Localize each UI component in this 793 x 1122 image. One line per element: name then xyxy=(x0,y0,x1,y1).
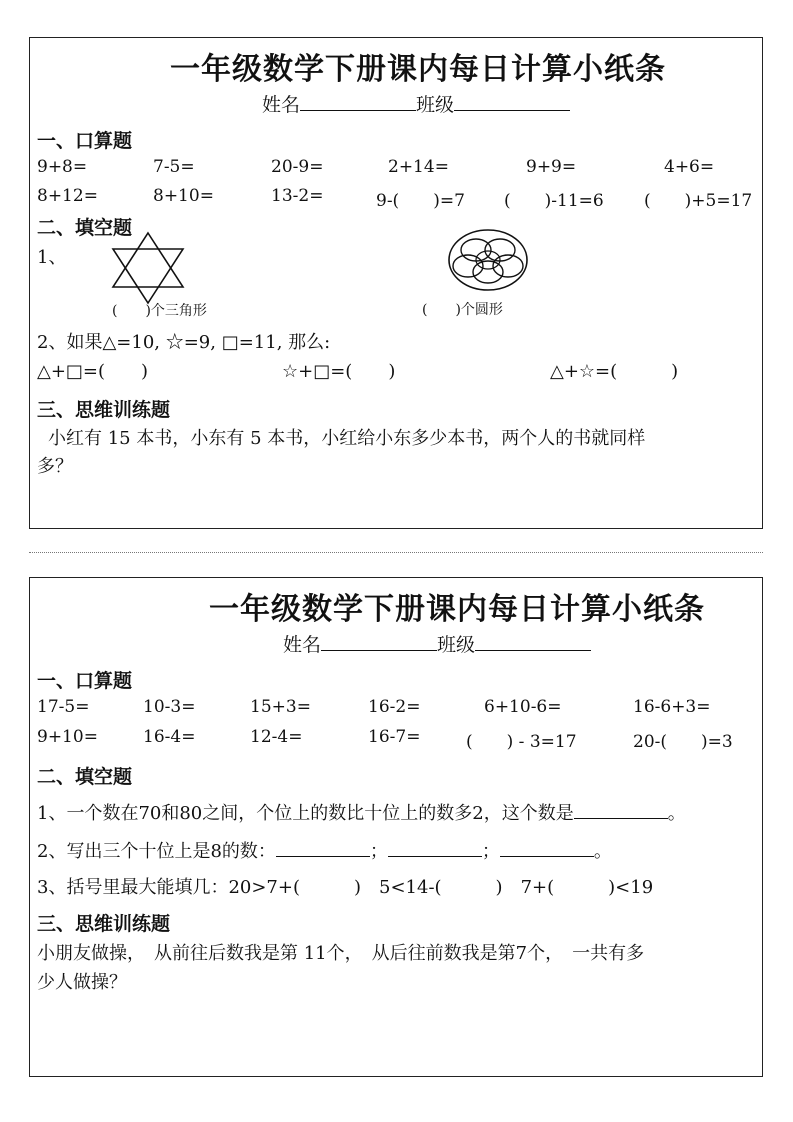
oral-problem: 8+10= xyxy=(153,186,214,206)
oral-problem: 20-9= xyxy=(271,157,324,177)
thinking-problem-line: 小朋友做操， 从前往后数我是第 11个， 从后往前数我是第7个， 一共有多 xyxy=(37,943,645,964)
section-fill-heading: 二、填空题 xyxy=(37,217,133,239)
oral-problem: 17-5= xyxy=(37,697,90,717)
worksheet-card-1 xyxy=(29,37,763,529)
triangle-count-caption: ( )个三角形 xyxy=(112,303,207,319)
oral-problem: 4+6= xyxy=(664,157,715,177)
class-label: 班级 xyxy=(416,94,455,116)
answer-blank[interactable] xyxy=(574,802,668,819)
oral-problem: 7-5= xyxy=(153,157,195,177)
thinking-problem-line: 少人做操？ xyxy=(37,972,127,993)
fill-question-3: 3、括号里最大能填几：20>7+( ) 5<14-( ) 7+( )<19 xyxy=(37,877,654,898)
separator: ； xyxy=(369,841,388,862)
circles-figure xyxy=(446,228,530,292)
thinking-problem-line: 小红有 15 本书，小东有 5 本书，小红给小东多少本书，两个人的书就同样 xyxy=(48,428,646,449)
hexagram-figure xyxy=(108,229,188,307)
oral-problem: 9+10= xyxy=(37,727,98,747)
section-oral-heading: 一、口算题 xyxy=(37,130,133,152)
answer-blank[interactable] xyxy=(500,840,594,857)
answer-blank[interactable] xyxy=(388,840,482,857)
oral-problem: ( ) - 3=17 xyxy=(466,732,577,752)
name-label: 姓名 xyxy=(283,634,322,656)
answer-blank[interactable] xyxy=(276,840,370,857)
section-thinking-heading: 三、思维训练题 xyxy=(37,913,171,935)
class-blank[interactable] xyxy=(475,632,591,651)
name-blank[interactable] xyxy=(300,92,416,111)
name-label: 姓名 xyxy=(262,94,301,116)
student-info xyxy=(283,630,591,657)
oral-problem: 9+8= xyxy=(37,157,88,177)
oral-problem: 9+9= xyxy=(526,157,577,177)
fill-question-2-text: 2、写出三个十位上是8的数： xyxy=(37,841,276,862)
oral-problem: 12-4= xyxy=(250,727,303,747)
symbol-expression: △+□=( ) xyxy=(37,361,149,382)
oral-problem: 6+10-6= xyxy=(484,697,562,717)
fill-question-2 xyxy=(37,837,612,863)
fill-question-1 xyxy=(37,799,686,825)
oral-problem: ( )+5=17 xyxy=(644,191,753,211)
oral-problem: 13-2= xyxy=(271,186,324,206)
separator: ； xyxy=(481,841,500,862)
card-title: 一年级数学下册课内每日计算小纸条 xyxy=(209,592,705,627)
oral-problem: 10-3= xyxy=(143,697,196,717)
punctuation: 。 xyxy=(593,841,612,862)
oral-problem: 16-6+3= xyxy=(633,697,711,717)
section-thinking-heading: 三、思维训练题 xyxy=(37,399,171,421)
card-title: 一年级数学下册课内每日计算小纸条 xyxy=(170,52,666,87)
symbol-expression: ☆+□=( ) xyxy=(282,361,396,382)
circle-count-caption: ( )个圆形 xyxy=(422,302,503,318)
oral-problem: 16-4= xyxy=(143,727,196,747)
oral-problem: 16-7= xyxy=(368,727,421,747)
student-info xyxy=(262,90,570,117)
class-blank[interactable] xyxy=(454,92,570,111)
worksheet-card-2 xyxy=(29,577,763,1077)
thinking-problem-line: 多？ xyxy=(37,456,73,477)
symbol-expression: △+☆=( ) xyxy=(550,361,679,382)
cut-line-divider xyxy=(29,552,763,553)
section-oral-heading: 一、口算题 xyxy=(37,670,133,692)
name-blank[interactable] xyxy=(321,632,437,651)
oral-problem: 20-( )=3 xyxy=(633,732,733,752)
oral-problem: 9-( )=7 xyxy=(376,191,465,211)
punctuation: 。 xyxy=(667,803,686,824)
oral-problem: 8+12= xyxy=(37,186,98,206)
fill-question-1-text: 1、一个数在70和80之间，个位上的数比十位上的数多2，这个数是 xyxy=(37,803,574,824)
class-label: 班级 xyxy=(437,634,476,656)
section-fill-heading: 二、填空题 xyxy=(37,766,133,788)
question-number: 1、 xyxy=(37,247,67,268)
oral-problem: ( )-11=6 xyxy=(504,191,604,211)
oral-problem: 15+3= xyxy=(250,697,311,717)
oral-problem: 2+14= xyxy=(388,157,449,177)
question-2-text: 2、如果△=10, ☆=9, □=11, 那么: xyxy=(37,332,331,353)
oral-problem: 16-2= xyxy=(368,697,421,717)
